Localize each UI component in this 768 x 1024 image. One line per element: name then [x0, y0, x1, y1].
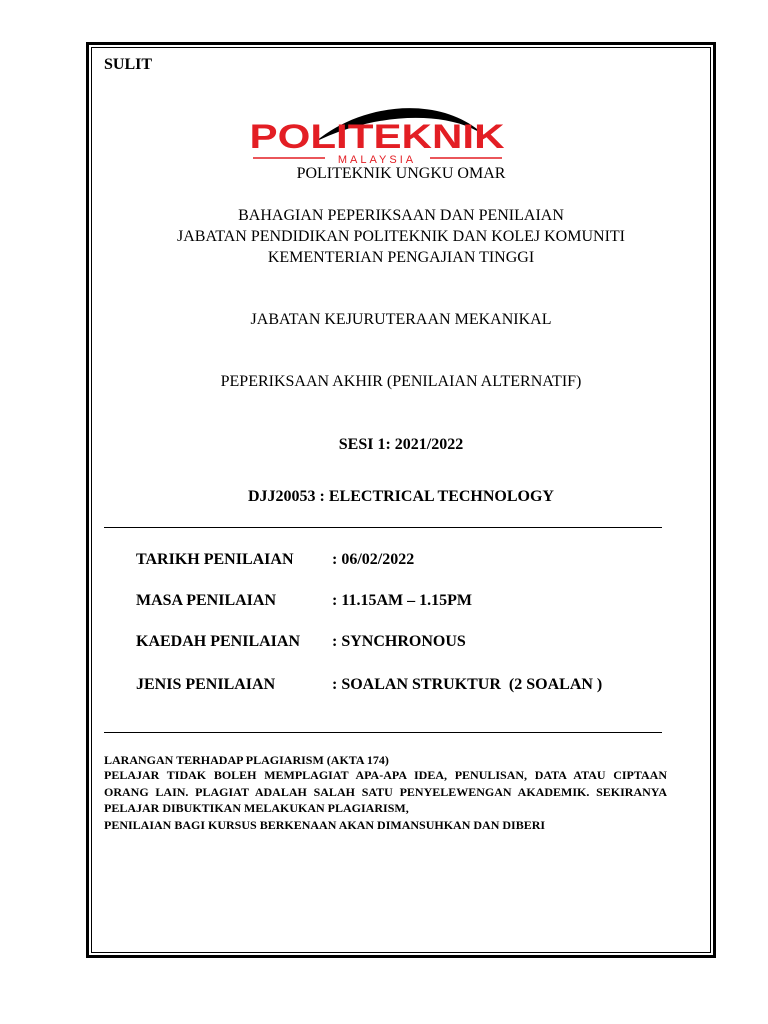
session-label: SESI 1: 2021/2022 [338, 436, 464, 453]
logo-subtitle: MALAYSIA [337, 154, 417, 166]
divider-bottom [104, 732, 662, 733]
authority-line-3: KEMENTERIAN PENGAJIAN TINGGI [267, 249, 535, 266]
detail-label: TARIKH PENILAIAN [136, 551, 294, 568]
detail-label: JENIS PENILAIAN [136, 676, 276, 693]
politeknik-logo [245, 100, 510, 170]
institution-name: POLITEKNIK UNGKU OMAR [296, 165, 506, 182]
exam-type: PEPERIKSAAN AKHIR (PENILAIAN ALTERNATIF) [220, 373, 582, 390]
detail-value: : 11.15AM – 1.15PM [332, 592, 472, 609]
department-name: JABATAN KEJURUTERAAN MEKANIKAL [250, 311, 552, 328]
course-title: DJJ20053 : ELECTRICAL TECHNOLOGY [248, 488, 554, 505]
detail-value: : SYNCHRONOUS [332, 633, 466, 650]
detail-value: : SOALAN STRUKTUR (2 SOALAN ) [332, 676, 603, 693]
plagiarism-last-line: PENILAIAN BAGI KURSUS BERKENAAN AKAN DIMANSUHKAN DAN DIBERI [104, 818, 546, 832]
logo-wordmark: POLITEKNIK [249, 118, 506, 156]
classification-label: SULIT [104, 56, 153, 73]
authority-line-1: BAHAGIAN PEPERIKSAAN DAN PENILAIAN [238, 207, 564, 224]
divider-top [104, 527, 662, 528]
plagiarism-body: PELAJAR TIDAK BOLEH MEMPLAGIAT APA-APA IDEA, PENULISAN, DATA ATAU CIPTAAN ORANG LAIN. PLAGIAT ADALAH SALAH SATU PENYELEWENGAN AKADEMIK. SEKIRANYA PELAJAR DIBUKTIKAN MELAKUKAN PLAGIARISM, [104, 768, 667, 815]
detail-label: KAEDAH PENILAIAN [136, 633, 301, 650]
detail-value: : 06/02/2022 [332, 551, 415, 568]
authority-line-2: JABATAN PENDIDIKAN POLITEKNIK DAN KOLEJ KOMUNITI [176, 228, 625, 245]
plagiarism-title: LARANGAN TERHADAP PLAGIARISM (AKTA 174) [104, 753, 389, 767]
detail-label: MASA PENILAIAN [136, 592, 277, 609]
